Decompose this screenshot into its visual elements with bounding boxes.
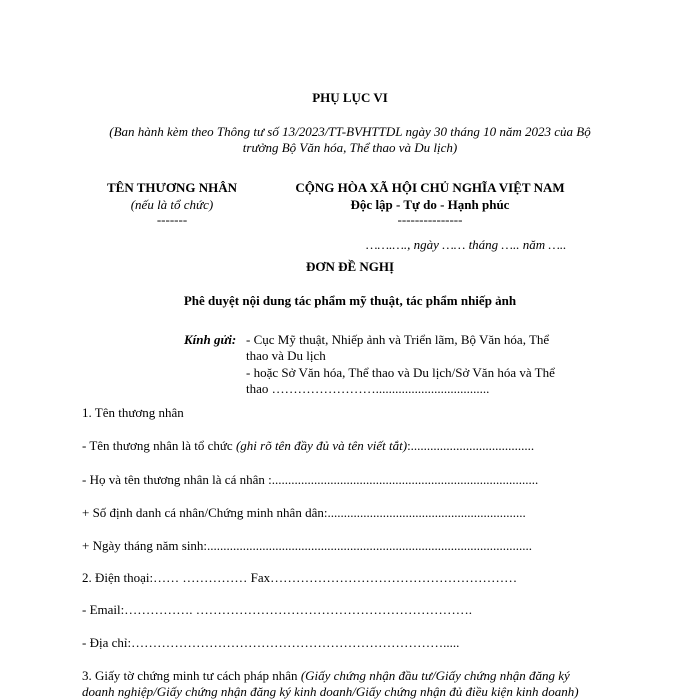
email-field: - Email:……………. ……………………………………………………….	[82, 602, 472, 617]
recipient-label: Kính gửi:	[184, 332, 237, 347]
motto: Độc lập - Tự do - Hạnh phúc	[350, 197, 510, 212]
section-3-hint-continued: doanh nghiệp/Giấy chứng nhận đăng ký kinh doanh/Giấy chứng nhận đủ điều kiện kinh doanh)	[82, 684, 579, 699]
org-name-dots: :......................................	[407, 438, 535, 453]
org-note: (nếu là tổ chức)	[130, 197, 214, 212]
recipient-line: thao và Du lịch	[246, 348, 326, 363]
org-title: TÊN THƯƠNG NHÂN	[106, 180, 237, 195]
nation-title: CỘNG HÒA XÃ HỘI CHỦ NGHĨA VIỆT NAM	[295, 180, 565, 195]
issued-by-line-2: trưởng Bộ Văn hóa, Thể thao và Du lịch)	[242, 140, 458, 155]
section-1-heading: 1. Tên thương nhân	[82, 405, 184, 420]
form-title: ĐƠN ĐỀ NGHỊ	[305, 259, 395, 274]
date-line: …….…., ngày …… tháng ….. năm …..	[366, 237, 567, 252]
id-number-field: + Số định danh cá nhân/Chứng minh nhân dân:.............................................................	[82, 505, 526, 520]
org-name-field	[82, 438, 534, 454]
section-3-heading	[82, 668, 570, 684]
birth-date-field: + Ngày tháng năm sinh:....................................................................................................	[82, 538, 533, 553]
issued-by-line-1: (Ban hành kèm theo Thông tư số 13/2023/TT-BVHTTDL ngày 30 tháng 10 năm 2023 của Bộ	[109, 124, 591, 139]
section-3-hint: (Giấy chứng nhận đầu tư/Giấy chứng nhận đăng ký	[300, 668, 570, 683]
motto-dashes: ---------------	[397, 212, 463, 227]
address-field: - Địa chỉ:……………………………………………………………….....	[82, 635, 460, 650]
recipient-line: - Cục Mỹ thuật, Nhiếp ảnh và Triển lãm, Bộ Văn hóa, Thể	[246, 332, 550, 347]
recipient-line: thao ……………………...................................	[246, 381, 490, 396]
person-name-field: - Họ và tên thương nhân là cá nhân :..................................................................................	[82, 472, 539, 487]
recipient-line: - hoặc Sở Văn hóa, Thể thao và Du lịch/Sở Văn hóa và Thể	[246, 365, 555, 380]
phone-fax-field: 2. Điện thoại:…… …………… Fax…………………………………………………	[82, 570, 518, 585]
form-subject: Phê duyệt nội dung tác phẩm mỹ thuật, tác phẩm nhiếp ảnh	[183, 293, 517, 308]
section-3-label: 3. Giấy tờ chứng minh tư cách pháp nhân	[82, 668, 301, 683]
org-dashes: -------	[156, 212, 188, 227]
appendix-title: PHỤ LỤC VI	[312, 90, 388, 105]
org-name-label: - Tên thương nhân là tổ chức	[82, 438, 233, 453]
org-name-hint: (ghi rõ tên đầy đủ và tên viết tắt)	[235, 438, 408, 453]
